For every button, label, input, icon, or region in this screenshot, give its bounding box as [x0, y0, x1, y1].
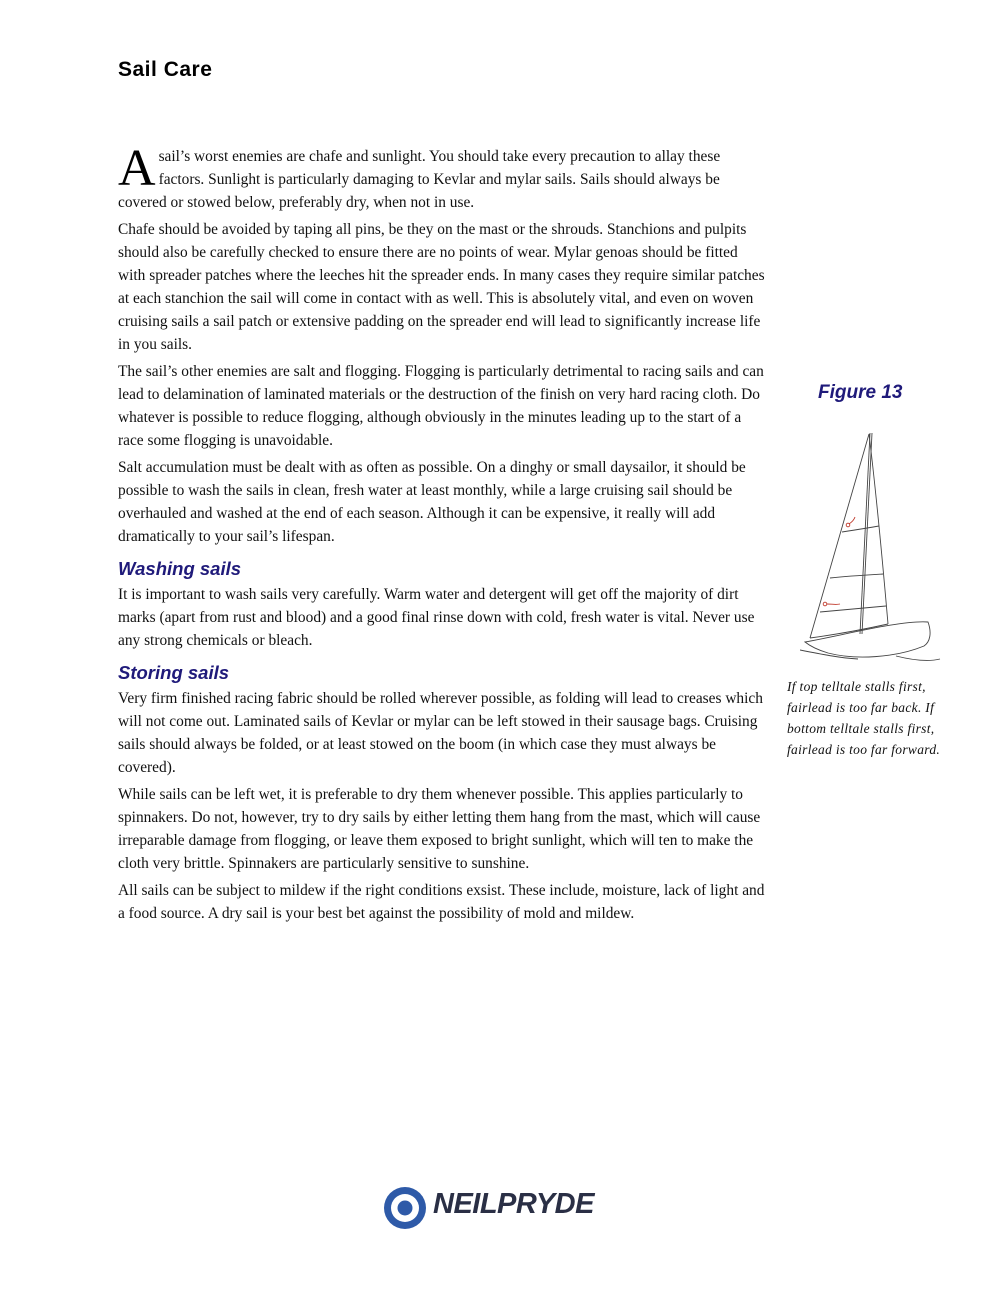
storing-paragraph-1: Very firm finished racing fabric should be rolled wherever possible, as folding will lead to creases which will not come out. Laminated sails of Kevlar or mylar can be left stowed in their sausage bags. Cruising sails should always be folded, or at least stowed on the boom (in which case they must always be covered). [118, 690, 763, 776]
flogging-paragraph: The sail’s other enemies are salt and flogging. Flogging is particularly detrimental to racing sails and can lead to delamination of laminated materials or the destruction of the finish on very hard racing cloth. Do whatever is possible to reduce flogging, although obviously in the minutes leading up to the start of a race some flogging is unavoidable. [118, 363, 764, 449]
sail-illustration [800, 428, 945, 668]
neilpryde-logo-icon [382, 1185, 428, 1231]
intro-text: sail’s worst enemies are chafe and sunlight. You should take every precaution to allay these factors. Sunlight is particularly damaging to Kevlar and mylar sails. Sails should always be covered or stowed below, preferably dry, when not in use. [118, 148, 721, 211]
figure-caption: If top telltale stalls first, fairlead is too far back. If bottom telltale stalls first, fairlead is too far forward. [787, 679, 941, 757]
intro-paragraph [118, 140, 766, 214]
washing-paragraph: It is important to wash sails very carefully. Warm water and detergent will get off the majority of dirt marks (apart from rust and blood) and a good final rinse down with cold, fresh water is vital. Never use any strong chemicals or bleach. [118, 586, 755, 649]
storing-heading: Storing sails [118, 662, 230, 683]
page-title: Sail Care [118, 58, 213, 81]
main-content [118, 140, 766, 929]
neilpryde-logo-text: NEILPRYDE [433, 1188, 594, 1220]
washing-heading: Washing sails [118, 558, 242, 579]
salt-paragraph: Salt accumulation must be dealt with as often as possible. On a dinghy or small daysailor, it should be possible to wash the sails in clean, fresh water at least monthly, while a large cruising sail should be overhauled and washed at the end of each season. Although it can be expensive, it really will add dramatically to your sail’s lifespan. [118, 459, 746, 545]
drop-cap: A [118, 140, 156, 197]
storing-paragraph-3: All sails can be subject to mildew if the right conditions exsist. These include, moisture, lack of light and a food source. A dry sail is your best bet against the possibility of mold and mildew. [118, 882, 765, 922]
figure-title: Figure 13 [818, 382, 903, 403]
chafe-paragraph: Chafe should be avoided by taping all pins, be they on the mast or the shrouds. Stanchions and pulpits should also be carefully checked to ensure there are no points of wear. Mylar genoas should be fitted with spreader patches where the leeches hit the spreader ends. In many cases they require similar patches at each stanchion the sail will come in contact with as well. This is absolutely vital, and even on woven cruising sails a sail patch or extensive padding on the spreader end will lead to significantly increase life in you sails. [118, 221, 765, 353]
storing-paragraph-2: While sails can be left wet, it is preferable to dry them whenever possible. This applies particularly to spinnakers. Do not, however, try to dry sails by either letting them hang from the mast, which will cause irreparable damage from flogging, or leave them exposed to bright sunlight, which will ten to make the cloth very brittle. Spinnakers are particularly sensitive to sunshine. [118, 786, 761, 872]
